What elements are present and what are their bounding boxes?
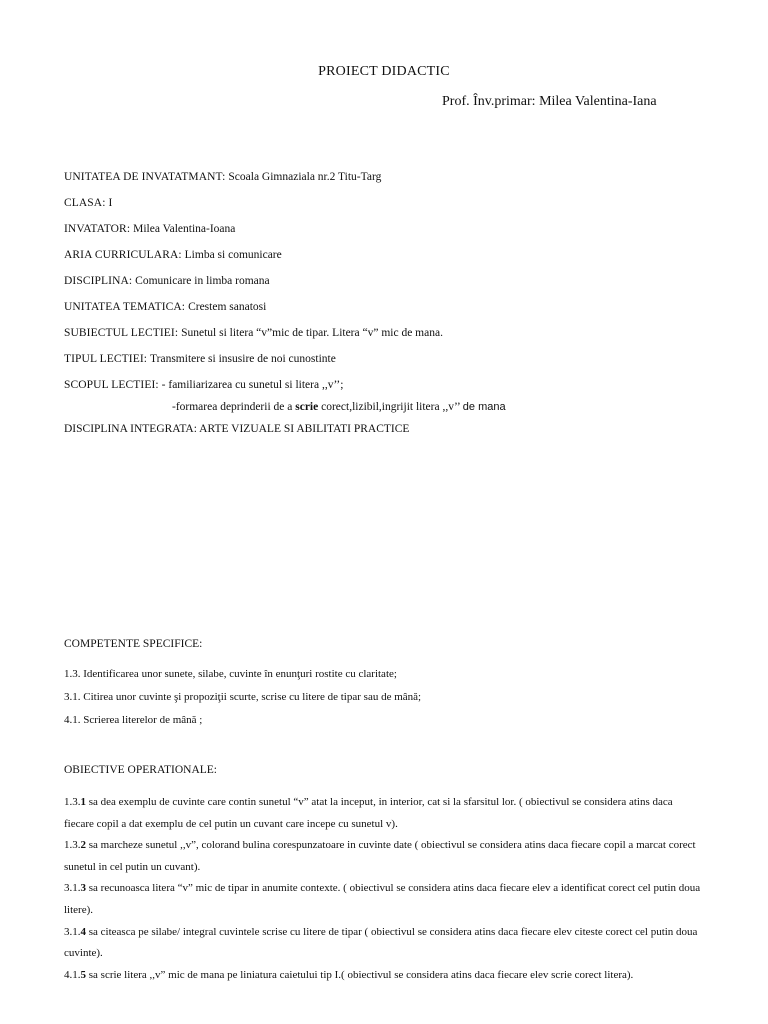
list-item: 3.1.4 sa citeasca pe silabe/ integral cuvintele scrise cu litere de tipar ( obiectivul se considera atins daca fiecare elev citeste corect cel putin doua cuvinte). — [64, 925, 698, 960]
list-item: 1.3. Identificarea unor sunete, silabe, cuvinte în enunţuri rostite cu claritate; — [64, 668, 397, 680]
author-line: Prof. Înv.primar: Milea Valentina-Iana — [442, 94, 657, 109]
meta-integrata: DISCIPLINA INTEGRATA: ARTE VIZUALE SI ABILITATI PRACTICE — [64, 423, 410, 435]
document-title: PROIECT DIDACTIC — [318, 64, 450, 79]
list-item: 4.1.5 sa scrie litera ,,v” mic de mana pe liniatura caietului tip I.( obiectivul se considera atins daca fiecare elev scrie corect litera). — [64, 968, 634, 981]
obiective-list — [64, 792, 704, 986]
meta-invatator: INVATATOR: Milea Valentina-Ioana — [64, 223, 236, 235]
list-item: 3.1. Citirea unor cuvinte şi propoziţii scurte, scrise cu litere de tipar sau de mână; — [64, 691, 422, 703]
list-item: 1.3.1 sa dea exemplu de cuvinte care contin sunetul “v” atat la inceput, in interior, cat si la sfarsitul lor. ( obiectivul se considera atins daca fiecare copil a dat exemplu de cel putin un cuvant care incepe cu sunetul v). — [64, 796, 673, 830]
list-item: 4.1. Scrierea literelor de mână ; — [64, 714, 203, 726]
meta-tematica: UNITATEA TEMATICA: Crestem sanatosi — [64, 301, 267, 313]
list-item: 3.1.3 sa recunoasca litera “v” mic de tipar in anumite contexte. ( obiectivul se considera atins daca fiecare elev a identificat corect cel putin doua litere). — [64, 882, 701, 916]
meta-scopul: SCOPUL LECTIEI: - familiarizarea cu sunetul si litera ,,v’’; — [64, 379, 344, 391]
lesson-metadata — [64, 168, 744, 446]
meta-scopul-2: -formarea deprinderii de a scrie corect,lizibil,ingrijit litera ,,v’’ de mana — [172, 401, 506, 413]
competente-list — [64, 665, 744, 734]
list-item: 1.3.2 sa marcheze sunetul ,,v”, colorand bulina corespunzatoare in cuvinte date ( obiectivul se considera atins daca fiecare copil a marcat corect sunetul in cel putin un cuvant). — [64, 839, 696, 873]
meta-tipul: TIPUL LECTIEI: Transmitere si insusire de noi cunostinte — [64, 353, 336, 365]
meta-subiect: SUBIECTUL LECTIEI: Sunetul si litera “v”mic de tipar. Litera “v” mic de mana. — [64, 327, 443, 339]
meta-disciplina: DISCIPLINA: Comunicare in limba romana — [64, 275, 270, 287]
meta-clasa: CLASA: I — [64, 197, 113, 209]
meta-unitate: UNITATEA DE INVATATMANT: Scoala Gimnaziala nr.2 Titu-Targ — [64, 171, 382, 183]
meta-aria: ARIA CURRICULARA: Limba si comunicare — [64, 249, 282, 261]
competente-heading: COMPETENTE SPECIFICE: — [64, 638, 203, 650]
obiective-heading: OBIECTIVE OPERATIONALE: — [64, 764, 217, 776]
